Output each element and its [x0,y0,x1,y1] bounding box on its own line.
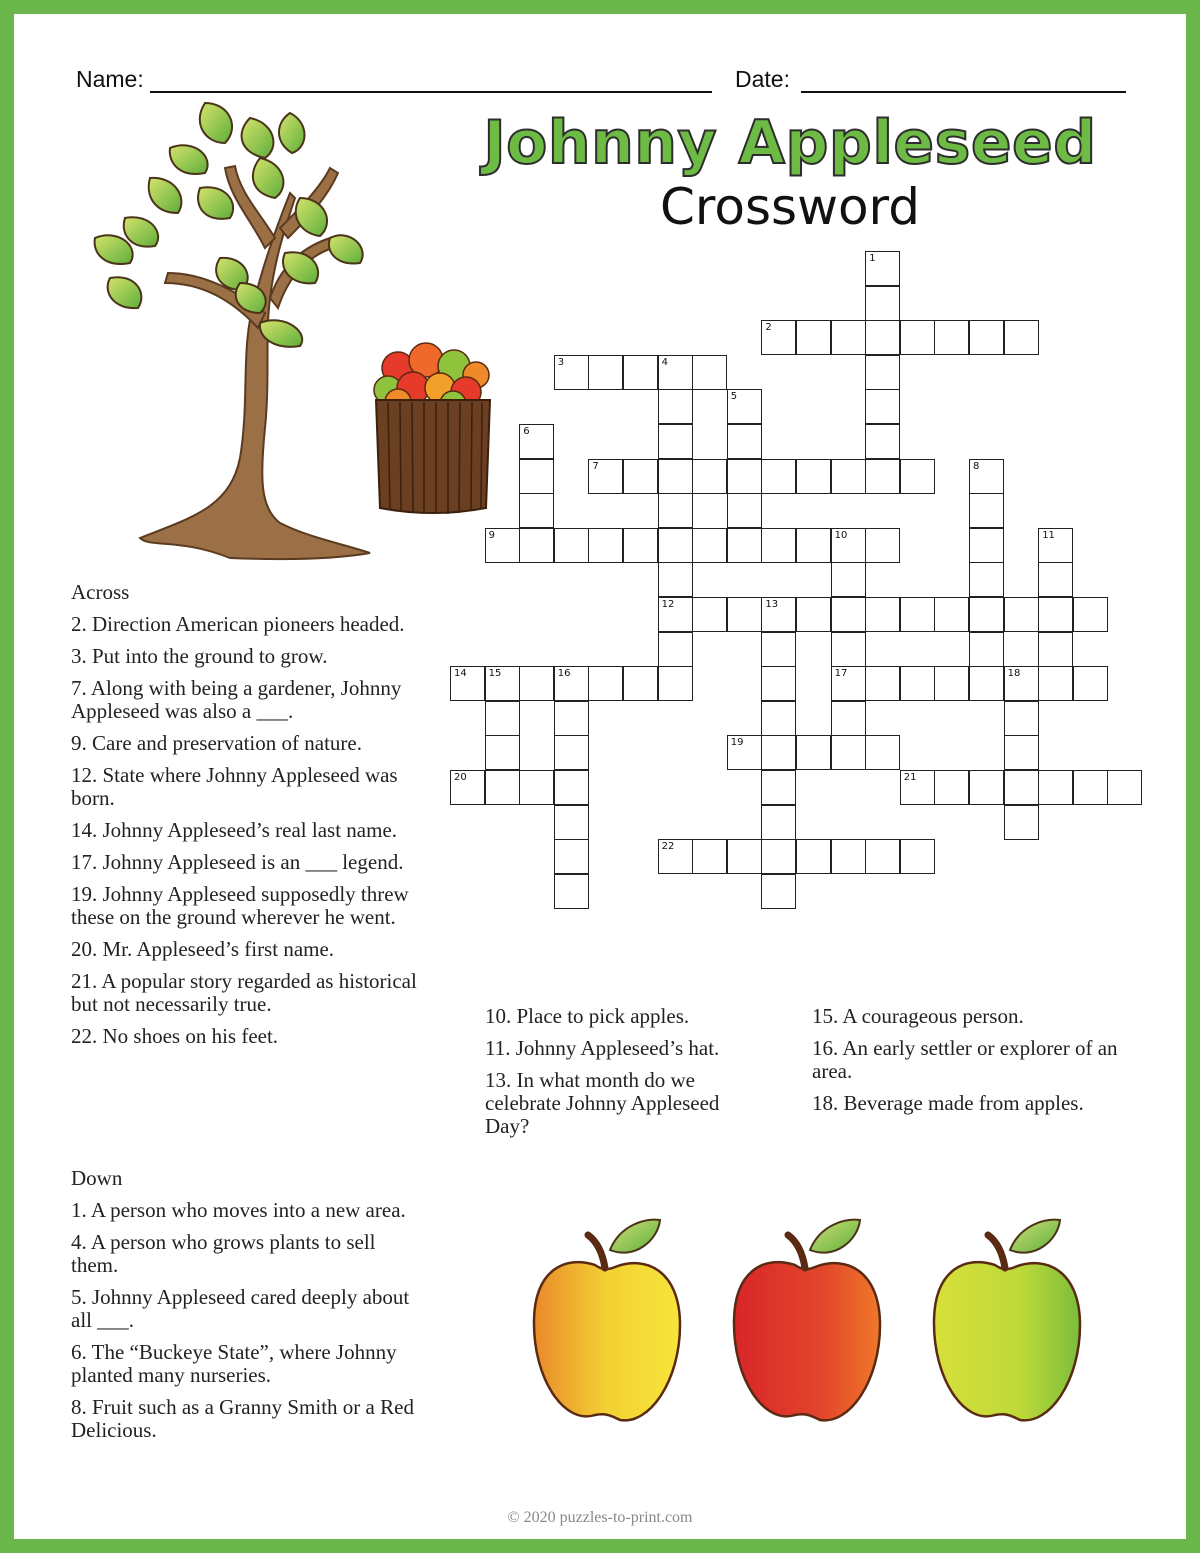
grid-cell[interactable] [519,528,554,563]
clue-number: 5 [730,391,738,403]
grid-cell[interactable] [761,632,796,667]
grid-cell[interactable] [761,459,796,494]
grid-cell[interactable] [865,355,900,390]
grid-cell[interactable] [658,562,693,597]
grid-cell[interactable] [554,528,589,563]
clue-down-5: 5. Johnny Appleseed cared deeply about all ___. [71,1285,410,1332]
grid-cell[interactable] [796,320,831,355]
clue-down-10: 10. Place to pick apples. [485,1004,690,1028]
grid-cell[interactable] [865,735,900,770]
grid-cell[interactable] [727,424,762,459]
clue-number: 20 [454,772,467,783]
grid-cell[interactable] [1073,666,1108,701]
grid-cell[interactable] [658,424,693,459]
grid-cell[interactable] [831,701,866,736]
clue-across-7: 7. Along with being a gardener, Johnny Appleseed was also a ___. [71,676,402,723]
grid-cell[interactable] [727,459,762,494]
grid-cell[interactable] [554,874,589,909]
grid-cell[interactable] [519,770,554,805]
grid-cell[interactable] [692,355,727,390]
grid-cell[interactable] [831,735,866,770]
grid-cell[interactable] [554,701,589,736]
clue-down-11: 11. Johnny Appleseed’s hat. [485,1036,720,1060]
page-title: Johnny Appleseed [483,108,1097,178]
grid-cell[interactable] [1004,597,1039,632]
grid-cell[interactable] [900,597,935,632]
grid-cell[interactable] [658,493,693,528]
grid-cell[interactable] [934,666,969,701]
clue-number: 17 [834,668,848,680]
green-apple-icon [934,1220,1080,1421]
grid-cell[interactable] [796,528,831,563]
grid-cell[interactable] [692,597,727,632]
clue-number: 3 [557,356,565,368]
red-apple-icon [734,1220,880,1421]
clue-number: 16 [557,668,571,680]
grid-cell[interactable] [485,701,520,736]
grid-cell[interactable] [831,839,866,874]
grid-cell[interactable] [969,493,1004,528]
clue-number: 6 [523,426,530,437]
clue-number: 9 [488,529,495,541]
grid-cell[interactable] [623,355,658,390]
grid-cell[interactable] [1004,805,1039,840]
grid-cell[interactable] [900,459,935,494]
date-label: Date: [735,66,790,92]
down-clues-continued [485,1005,765,1147]
grid-cell[interactable] [969,528,1004,563]
yellow-apple-icon [534,1220,680,1421]
copyright-footer: © 2020 puzzles-to-print.com [507,1509,693,1526]
grid-cell[interactable] [1004,701,1039,736]
tree-illustration [80,98,380,568]
clue-across-14: 14. Johnny Appleseed’s real last name. [71,818,398,842]
grid-cell[interactable] [934,320,969,355]
clue-across-22: 22. No shoes on his feet. [71,1024,279,1048]
clue-number: 21 [903,772,917,783]
grid-cell[interactable] [727,493,762,528]
clue-across-21: 21. A popular story regarded as historical but not necessarily true. [71,969,417,1016]
grid-cell[interactable] [727,597,762,632]
grid-cell[interactable] [796,459,831,494]
grid-cell[interactable] [519,493,554,528]
clue-down-16: 16. An early settler or explorer of an area. [812,1036,1118,1083]
grid-cell[interactable] [796,839,831,874]
grid-cell[interactable] [865,459,900,494]
grid-cell[interactable] [934,597,969,632]
clue-number: 2 [765,322,772,334]
grid-cell[interactable] [865,528,900,563]
grid-cell[interactable] [900,839,935,874]
clue-across-9: 9. Care and preservation of nature. [71,731,362,755]
grid-cell[interactable] [658,666,693,701]
grid-cell[interactable] [969,632,1004,667]
grid-cell[interactable] [623,666,658,701]
grid-cell[interactable] [519,666,554,701]
grid-cell[interactable] [658,459,693,494]
grid-cell[interactable] [588,528,623,563]
clue-number: 12 [661,599,675,610]
grid-cell[interactable] [1004,320,1039,355]
down-clues [71,1167,426,1451]
clue-across-19: 19. Johnny Appleseed supposedly threw these on the ground wherever he went. [71,882,409,929]
clue-across-2: 2. Direction American pioneers headed. [71,612,405,636]
clue-down-1: 1. A person who moves into a new area. [71,1198,406,1222]
apples-illustration [520,1210,1100,1450]
grid-cell[interactable] [1038,666,1073,701]
grid-cell[interactable] [554,805,589,840]
clue-down-4: 4. A person who grows plants to sell them. [71,1230,376,1277]
grid-cell[interactable] [485,735,520,770]
grid-cell[interactable] [761,770,796,805]
grid-cell[interactable] [658,528,693,563]
clue-down-13: 13. In what month do we celebrate Johnny Appleseed Day? [485,1068,720,1138]
grid-cell[interactable] [554,839,589,874]
grid-cell[interactable] [865,666,900,701]
grid-cell[interactable] [588,355,623,390]
grid-cell[interactable] [865,320,900,355]
grid-cell[interactable] [969,770,1004,805]
grid-cell[interactable] [623,459,658,494]
grid-cell[interactable] [969,597,1004,632]
grid-cell[interactable] [692,459,727,494]
clue-down-18: 18. Beverage made from apples. [812,1091,1084,1115]
clue-down-15: 15. A courageous person. [812,1004,1024,1028]
apple-basket-illustration [368,330,498,515]
grid-cell[interactable] [831,597,866,632]
across-clues [71,581,431,1057]
clue-number: 7 [592,460,599,472]
clue-across-12: 12. State where Johnny Appleseed was born. [71,763,398,810]
grid-cell[interactable] [485,770,520,805]
clue-number: 13 [765,599,779,610]
name-label: Name: [76,66,144,92]
grid-cell[interactable] [1038,770,1073,805]
grid-cell[interactable] [1038,597,1073,632]
clue-number: 1 [869,253,876,264]
grid-cell[interactable] [554,770,589,805]
grid-cell[interactable] [865,389,900,424]
clue-across-20: 20. Mr. Appleseed’s first name. [71,937,335,961]
across-heading: Across [71,580,130,604]
grid-cell[interactable] [1073,597,1108,632]
grid-cell[interactable] [554,735,589,770]
grid-cell[interactable] [761,839,796,874]
grid-cell[interactable] [1107,770,1142,805]
grid-cell[interactable] [796,735,831,770]
name-line[interactable] [150,91,712,93]
grid-cell[interactable] [658,389,693,424]
grid-cell[interactable] [1073,770,1108,805]
clue-down-6: 6. The “Buckeye State”, where Johnny planted many nurseries. [71,1340,397,1387]
grid-cell[interactable] [969,320,1004,355]
grid-cell[interactable] [900,320,935,355]
grid-cell[interactable] [761,701,796,736]
clue-across-17: 17. Johnny Appleseed is an ___ legend. [71,850,404,874]
clue-number: 18 [1007,668,1021,680]
clue-number: 10 [834,529,848,541]
clue-number: 8 [973,460,980,472]
grid-cell[interactable] [623,528,658,563]
down-heading: Down [71,1166,123,1190]
clue-number: 14 [454,668,467,680]
clue-number: 15 [488,668,502,680]
grid-cell[interactable] [658,632,693,667]
grid-cell[interactable] [1004,770,1039,805]
grid-cell[interactable] [761,805,796,840]
grid-cell[interactable] [831,320,866,355]
clue-number: 4 [661,356,668,368]
grid-cell[interactable] [1038,632,1073,667]
grid-cell[interactable] [761,528,796,563]
grid-cell[interactable] [831,632,866,667]
grid-cell[interactable] [1038,562,1073,597]
grid-cell[interactable] [831,562,866,597]
grid-cell[interactable] [900,666,935,701]
clue-number: 22 [661,841,675,853]
grid-cell[interactable] [761,666,796,701]
grid-cell[interactable] [969,666,1004,701]
clue-down-8: 8. Fruit such as a Granny Smith or a Red Delicious. [71,1395,414,1442]
down-clues-continued-2 [812,1005,1132,1124]
clue-number: 11 [1042,529,1055,541]
clue-across-3: 3. Put into the ground to grow. [71,644,328,668]
grid-cell[interactable] [934,770,969,805]
grid-cell[interactable] [692,839,727,874]
page-subtitle: Crossword [660,178,920,236]
grid-cell[interactable] [865,286,900,321]
grid-cell[interactable] [692,528,727,563]
grid-cell[interactable] [519,459,554,494]
grid-cell[interactable] [865,424,900,459]
grid-cell[interactable] [761,874,796,909]
grid-cell[interactable] [865,597,900,632]
date-line[interactable] [801,91,1126,93]
grid-cell[interactable] [865,839,900,874]
grid-cell[interactable] [831,459,866,494]
grid-cell[interactable] [761,735,796,770]
grid-cell[interactable] [727,528,762,563]
grid-cell[interactable] [796,597,831,632]
grid-cell[interactable] [588,666,623,701]
grid-cell[interactable] [727,839,762,874]
grid-cell[interactable] [1004,735,1039,770]
clue-number: 19 [730,737,744,749]
grid-cell[interactable] [969,562,1004,597]
